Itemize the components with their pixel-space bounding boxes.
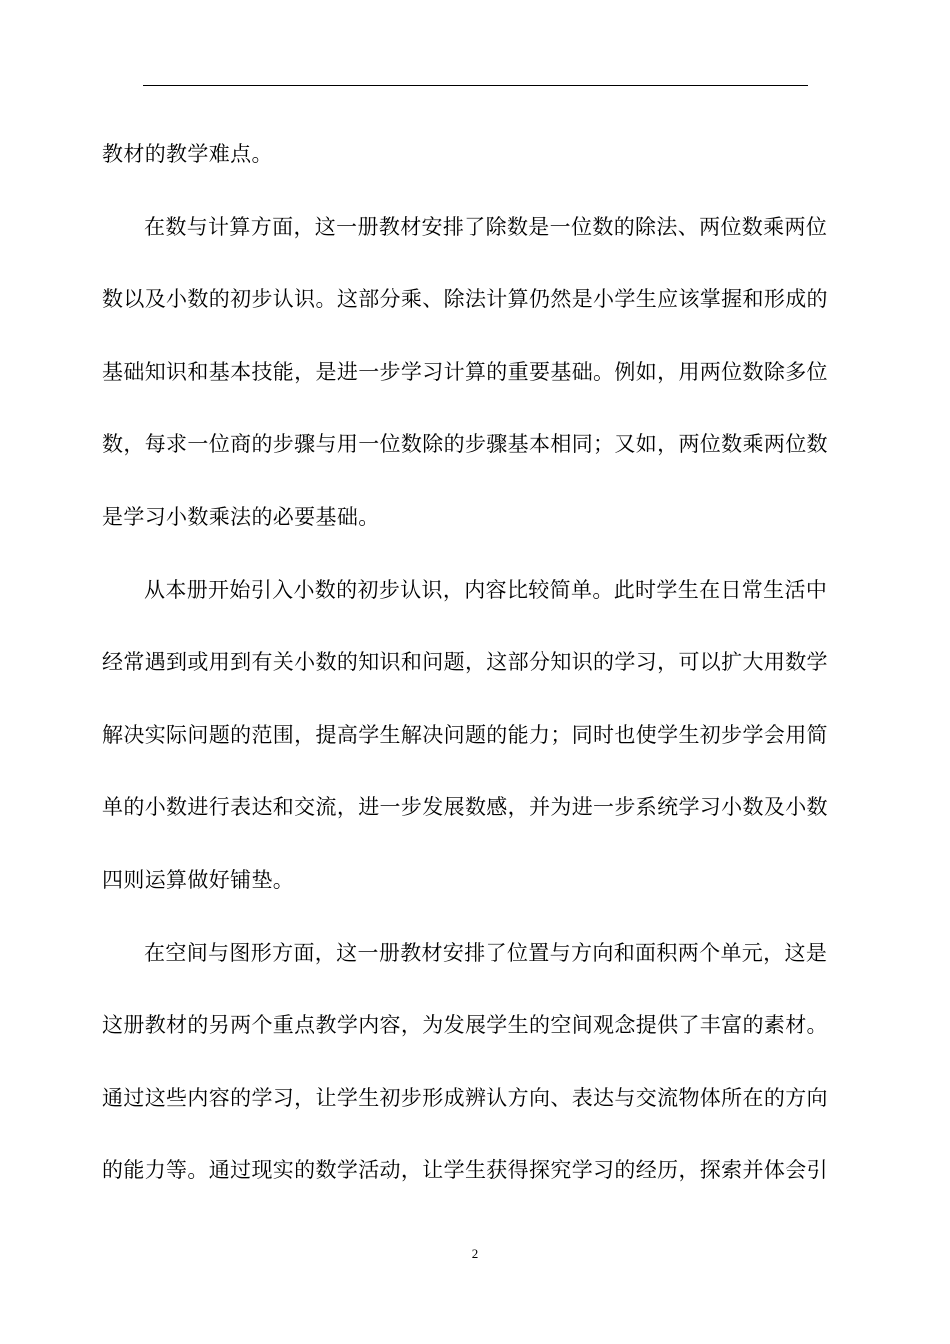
- text-line: 数，每求一位商的步骤与用一位数除的步骤基本相同；又如，两位数乘两位数: [102, 432, 828, 457]
- text-line: 的能力等。通过现实的数学活动，让学生获得探究学习的经历，探索并体会引: [102, 1158, 828, 1183]
- document-body: [102, 129, 859, 1195]
- text-line: 教材的教学难点。: [102, 142, 273, 166]
- text-line: 四则运算做好铺垫。: [102, 867, 295, 892]
- text-line: 数以及小数的初步认识。这部分乘、除法计算仍然是小学生应该掌握和形成的: [102, 287, 828, 312]
- text-line: 经常遇到或用到有关小数的知识和问题，这部分知识的学习，可以扩大用数学: [102, 650, 828, 675]
- text-line: 基础知识和基本技能，是进一步学习计算的重要基础。例如，用两位数除多位: [102, 359, 828, 384]
- text-line: 在数与计算方面，这一册教材安排了除数是一位数的除法、两位数乘两位: [144, 214, 828, 239]
- text-line: 在空间与图形方面，这一册教材安排了位置与方向和面积两个单元，这是: [144, 940, 828, 965]
- header-rule: [143, 85, 808, 86]
- page-number: 2: [471, 1246, 479, 1261]
- paragraph-continuation: [102, 129, 859, 179]
- text-line: 通过这些内容的学习，让学生初步形成辨认方向、表达与交流物体所在的方向: [102, 1085, 828, 1110]
- paragraph-number-and-calculation: [102, 202, 859, 542]
- paragraph-decimals-introduction: [102, 565, 859, 905]
- text-line: 这册教材的另两个重点教学内容，为发展学生的空间观念提供了丰富的素材。: [102, 1013, 828, 1038]
- paragraph-space-and-shapes: [102, 928, 859, 1196]
- text-line: 单的小数进行表达和交流，进一步发展数感，并为进一步系统学习小数及小数: [102, 795, 828, 820]
- text-line: 解决实际问题的范围，提高学生解决问题的能力；同时也使学生初步学会用简: [102, 722, 828, 747]
- text-line: 从本册开始引入小数的初步认识，内容比较简单。此时学生在日常生活中: [144, 577, 828, 602]
- text-line: 是学习小数乘法的必要基础。: [102, 504, 380, 529]
